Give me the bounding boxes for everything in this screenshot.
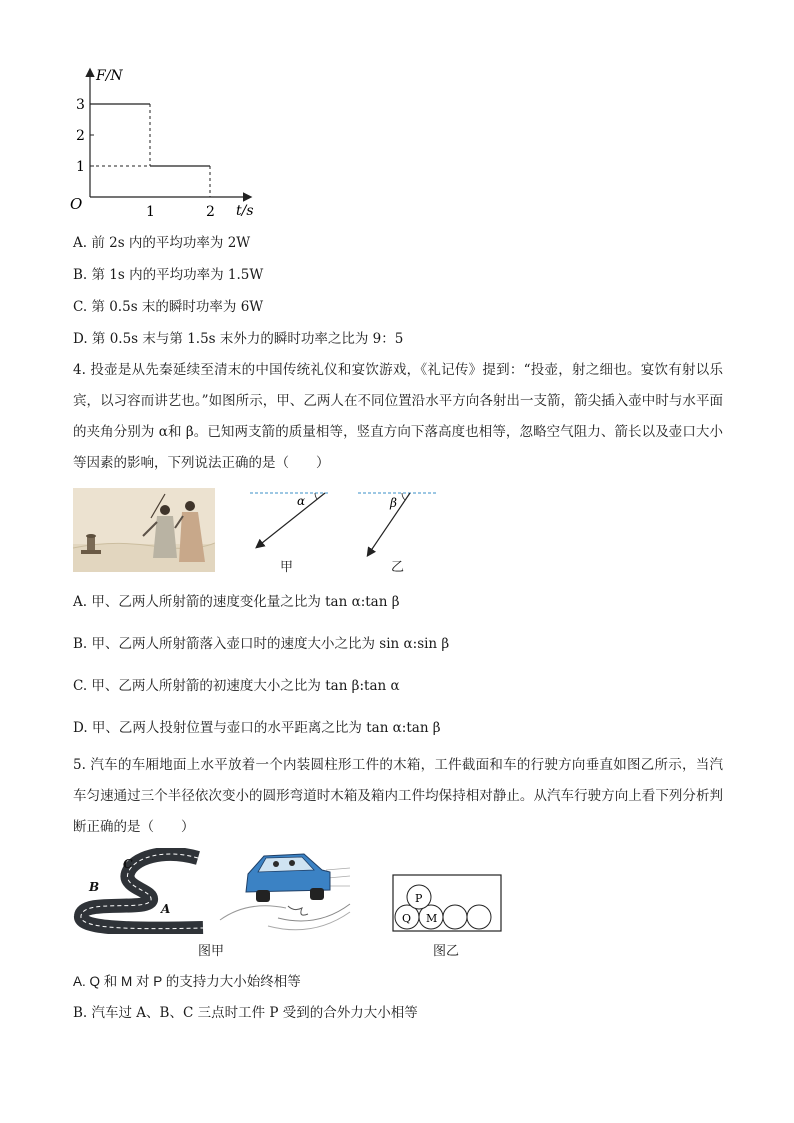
cylinder-4 — [443, 905, 467, 929]
beta-label: β — [390, 496, 397, 510]
circle-label-q: Q — [402, 912, 412, 925]
touhu-painting-image — [73, 488, 215, 572]
q3-option-d: D. 第 0.5s 末与第 1.5s 末外力的瞬时功率之比为 9：5 — [73, 331, 404, 347]
q3-option-b: B. 第 1s 内的平均功率为 1.5W — [73, 267, 264, 283]
circle-label-m: M — [426, 912, 438, 925]
q5-option-b: B. 汽车过 A、B、C 三点时工件 P 受到的合外力大小相等 — [73, 1005, 418, 1021]
x-axis-label: t/s — [236, 203, 254, 219]
road-label-a: A — [161, 902, 171, 916]
road-label-c: C — [123, 857, 133, 871]
force-time-chart — [60, 60, 270, 220]
x-tick-label: 2 — [206, 204, 215, 220]
y-tick-label: 2 — [76, 128, 85, 144]
road-label-b: B — [89, 880, 100, 894]
caption-figure-a: 图甲 — [198, 944, 225, 959]
origin-label: O — [70, 195, 83, 213]
q4-option-c: C. 甲、乙两人所射箭的初速度大小之比为 tan β:tan α — [73, 678, 400, 694]
car-drifting-image — [218, 848, 352, 934]
arrow-jia — [257, 493, 325, 547]
crate-cylinders-diagram — [390, 872, 504, 936]
winding-road-image — [73, 848, 208, 934]
q4-option-a: A. 甲、乙两人所射箭的速度变化量之比为 tan α:tan β — [73, 594, 400, 610]
y-tick-label: 1 — [76, 159, 85, 175]
q4-stem: 4. 投壶是从先秦延续至清末的中国传统礼仪和宴饮游戏，《礼记传》提到：“投壶，射之细也。宴饮有射以乐宾，以习容而讲艺也。”如图所示，甲、乙两人在不同位置沿水平方向各射出一支箭，箭尖插入壶中时与水平面的夹角分别为 α和 β。已知两支箭的质量相等，竖直方向下落高度也相等，忽略空气阻力、箭长以及壶口大小等因素的影响，下列说法正确的是（ ） — [73, 362, 723, 471]
y-axis-label: F/N — [96, 68, 123, 84]
figure-label-yi: 乙 — [391, 560, 405, 575]
q5-option-a: A. Q 和 M 对 P 的支持力大小始终相等 — [73, 974, 301, 989]
circle-label-p: P — [415, 892, 423, 905]
caption-figure-b: 图乙 — [433, 944, 460, 959]
x-tick-label: 1 — [146, 204, 155, 220]
arrow-angle-diagram — [245, 485, 445, 575]
figure-label-jia: 甲 — [280, 560, 294, 575]
q4-option-b: B. 甲、乙两人所射箭落入壶口时的速度大小之比为 sin α:sin β — [73, 636, 450, 652]
alpha-label: α — [297, 494, 306, 508]
cylinder-5 — [467, 905, 491, 929]
q3-option-a: A. 前 2s 内的平均功率为 2W — [73, 235, 251, 251]
q3-option-c: C. 第 0.5s 末的瞬时功率为 6W — [73, 299, 264, 315]
q5-stem: 5. 汽车的车厢地面上水平放着一个内装圆柱形工件的木箱，工件截面和车的行驶方向垂直如图乙所示，当汽车匀速通过三个半径依次变小的圆形弯道时木箱及箱内工件均保持相对静止。从汽车行驶方向上看下列分析判断正确的是（ ） — [73, 757, 723, 835]
q4-option-d: D. 甲、乙两人投射位置与壶口的水平距离之比为 tan α:tan β — [73, 720, 441, 736]
y-tick-label: 3 — [76, 97, 85, 113]
arrow-yi — [368, 493, 410, 555]
